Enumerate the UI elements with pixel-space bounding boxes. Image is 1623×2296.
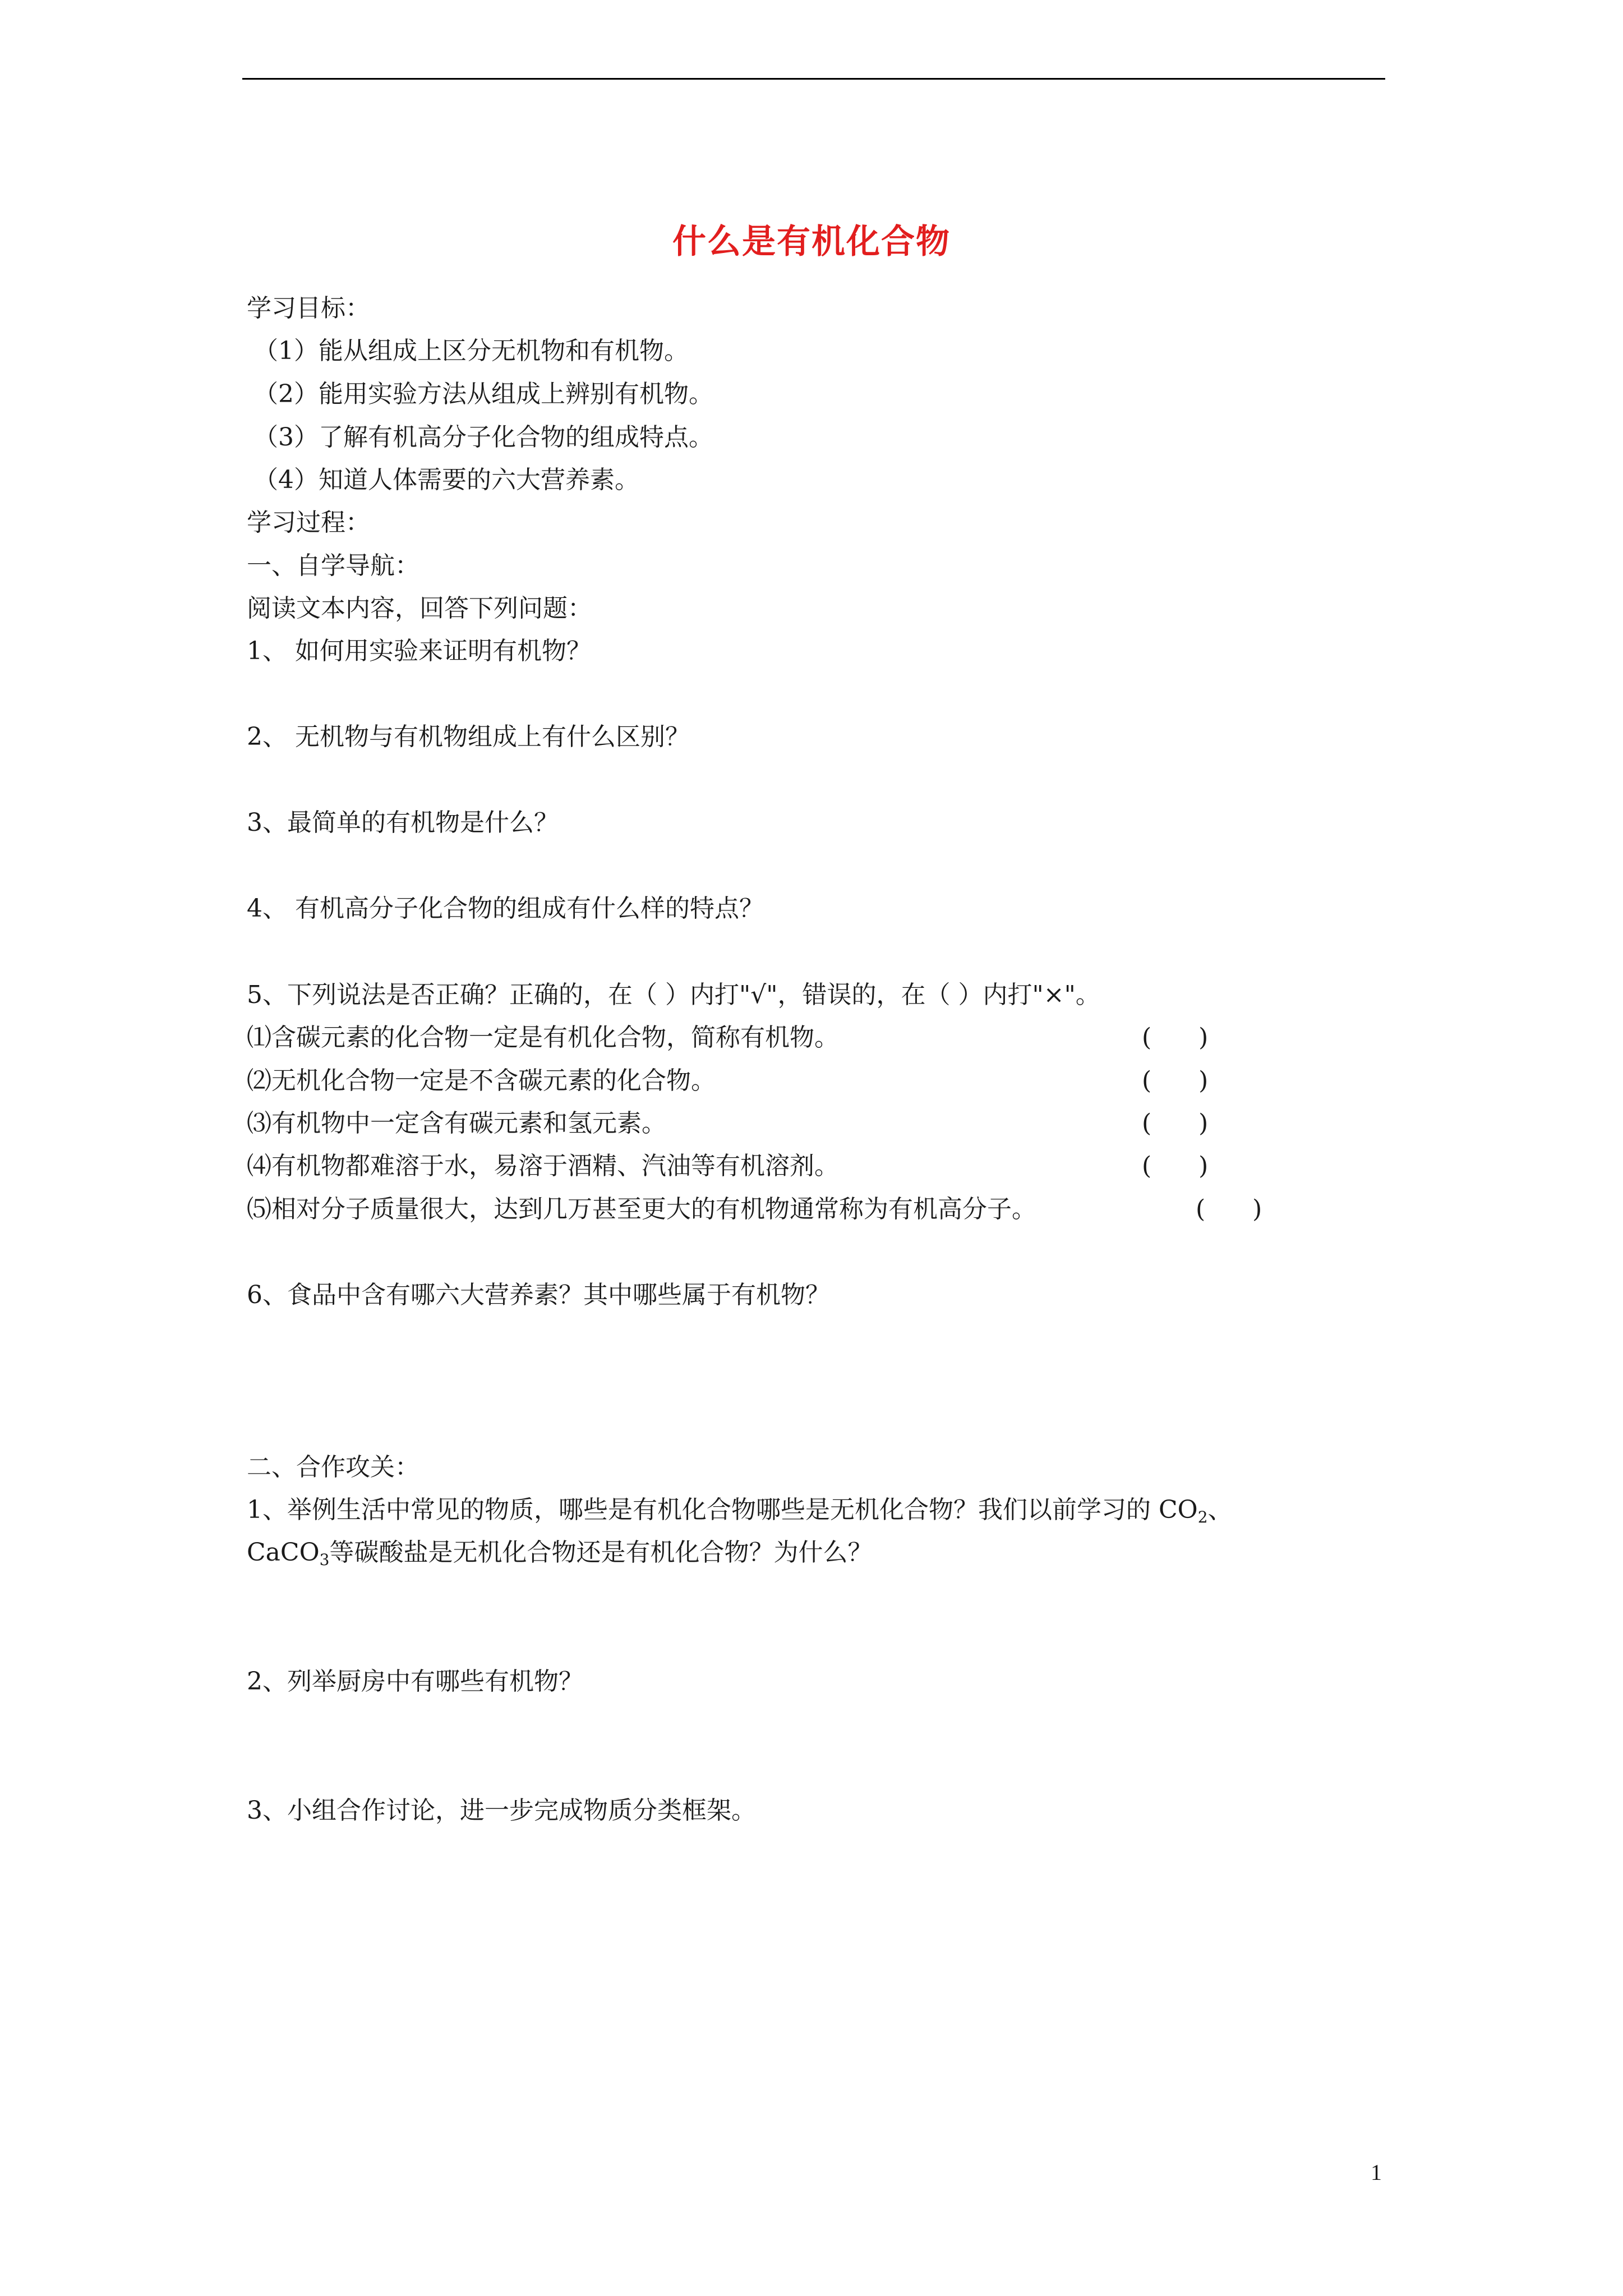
statement-2: ⑵无机化合物一定是不含碳元素的化合物。: [247, 1066, 716, 1095]
objective-item: （2）能用实验方法从组成上辨别有机物。: [253, 380, 713, 408]
co2-subscript: 2: [1197, 1508, 1208, 1526]
objective-item: （3）了解有机高分子化合物的组成特点。: [253, 423, 713, 452]
cooperation-question-1-line-2: [247, 1540, 872, 1568]
question-4: 4、 有机高分子化合物的组成有什么样的特点？: [247, 894, 764, 923]
cooperation-question-2: 2、列举厨房中有哪些有机物？: [247, 1667, 583, 1696]
answer-blank-1: ( ): [1142, 1023, 1209, 1052]
page-number: 1: [1371, 2160, 1382, 2185]
objective-item: （1）能从组成上区分无机物和有机物。: [253, 337, 689, 365]
statement-1: ⑴含碳元素的化合物一定是有机化合物，简称有机物。: [247, 1023, 839, 1052]
question-1: 1、 如何用实验来证明有机物？: [247, 637, 591, 665]
objectives-heading: 学习目标：: [247, 294, 370, 323]
answer-blank-4: ( ): [1142, 1152, 1209, 1180]
objective-item: （4）知道人体需要的六大营养素。: [253, 466, 639, 494]
question-3: 3、最简单的有机物是什么？: [247, 808, 559, 837]
caco3-subscript: 3: [319, 1550, 330, 1569]
answer-blank-3: ( ): [1142, 1109, 1209, 1138]
question-2: 2、 无机物与有机物组成上有什么区别？: [247, 723, 690, 751]
answer-blank-5: ( ): [1196, 1195, 1262, 1223]
q1-line2-text: 等碳酸盐是无机化合物还是有机化合物？为什么？: [329, 1538, 873, 1567]
question-5: 5、下列说法是否正确？正确的，在（ ）内打"√"，错误的，在（ ）内打"×"。: [247, 981, 1100, 1009]
question-6: 6、食品中含有哪六大营养素？其中哪些属于有机物？: [247, 1281, 830, 1309]
statement-4: ⑷有机物都难溶于水，易溶于酒精、汽油等有机溶剂。: [247, 1152, 839, 1180]
process-heading: 学习过程：: [247, 508, 370, 537]
cooperation-question-3: 3、小组合作讨论，进一步完成物质分类框架。: [247, 1796, 756, 1825]
answer-blank-2: ( ): [1142, 1066, 1209, 1095]
statement-5: ⑸相对分子质量很大，达到几万甚至更大的有机物通常称为有机高分子。: [247, 1195, 1036, 1223]
self-study-heading: 一、自学导航：: [247, 551, 419, 580]
cooperation-question-1-line-1: [247, 1498, 1233, 1525]
caco3-text: CaCO: [247, 1538, 320, 1567]
q1-line1-text: 1、举例生活中常见的物质，哪些是有机化合物哪些是无机化合物？我们以前学习的 CO: [247, 1496, 1198, 1524]
header-rule: [242, 78, 1385, 80]
q1-line1-suffix: 、: [1207, 1496, 1233, 1524]
page-title: 什么是有机化合物: [672, 222, 951, 261]
cooperation-heading: 二、合作攻关：: [247, 1453, 419, 1481]
self-study-intro: 阅读文本内容，回答下列问题：: [247, 594, 592, 623]
statement-3: ⑶有机物中一定含有碳元素和氢元素。: [247, 1109, 666, 1138]
